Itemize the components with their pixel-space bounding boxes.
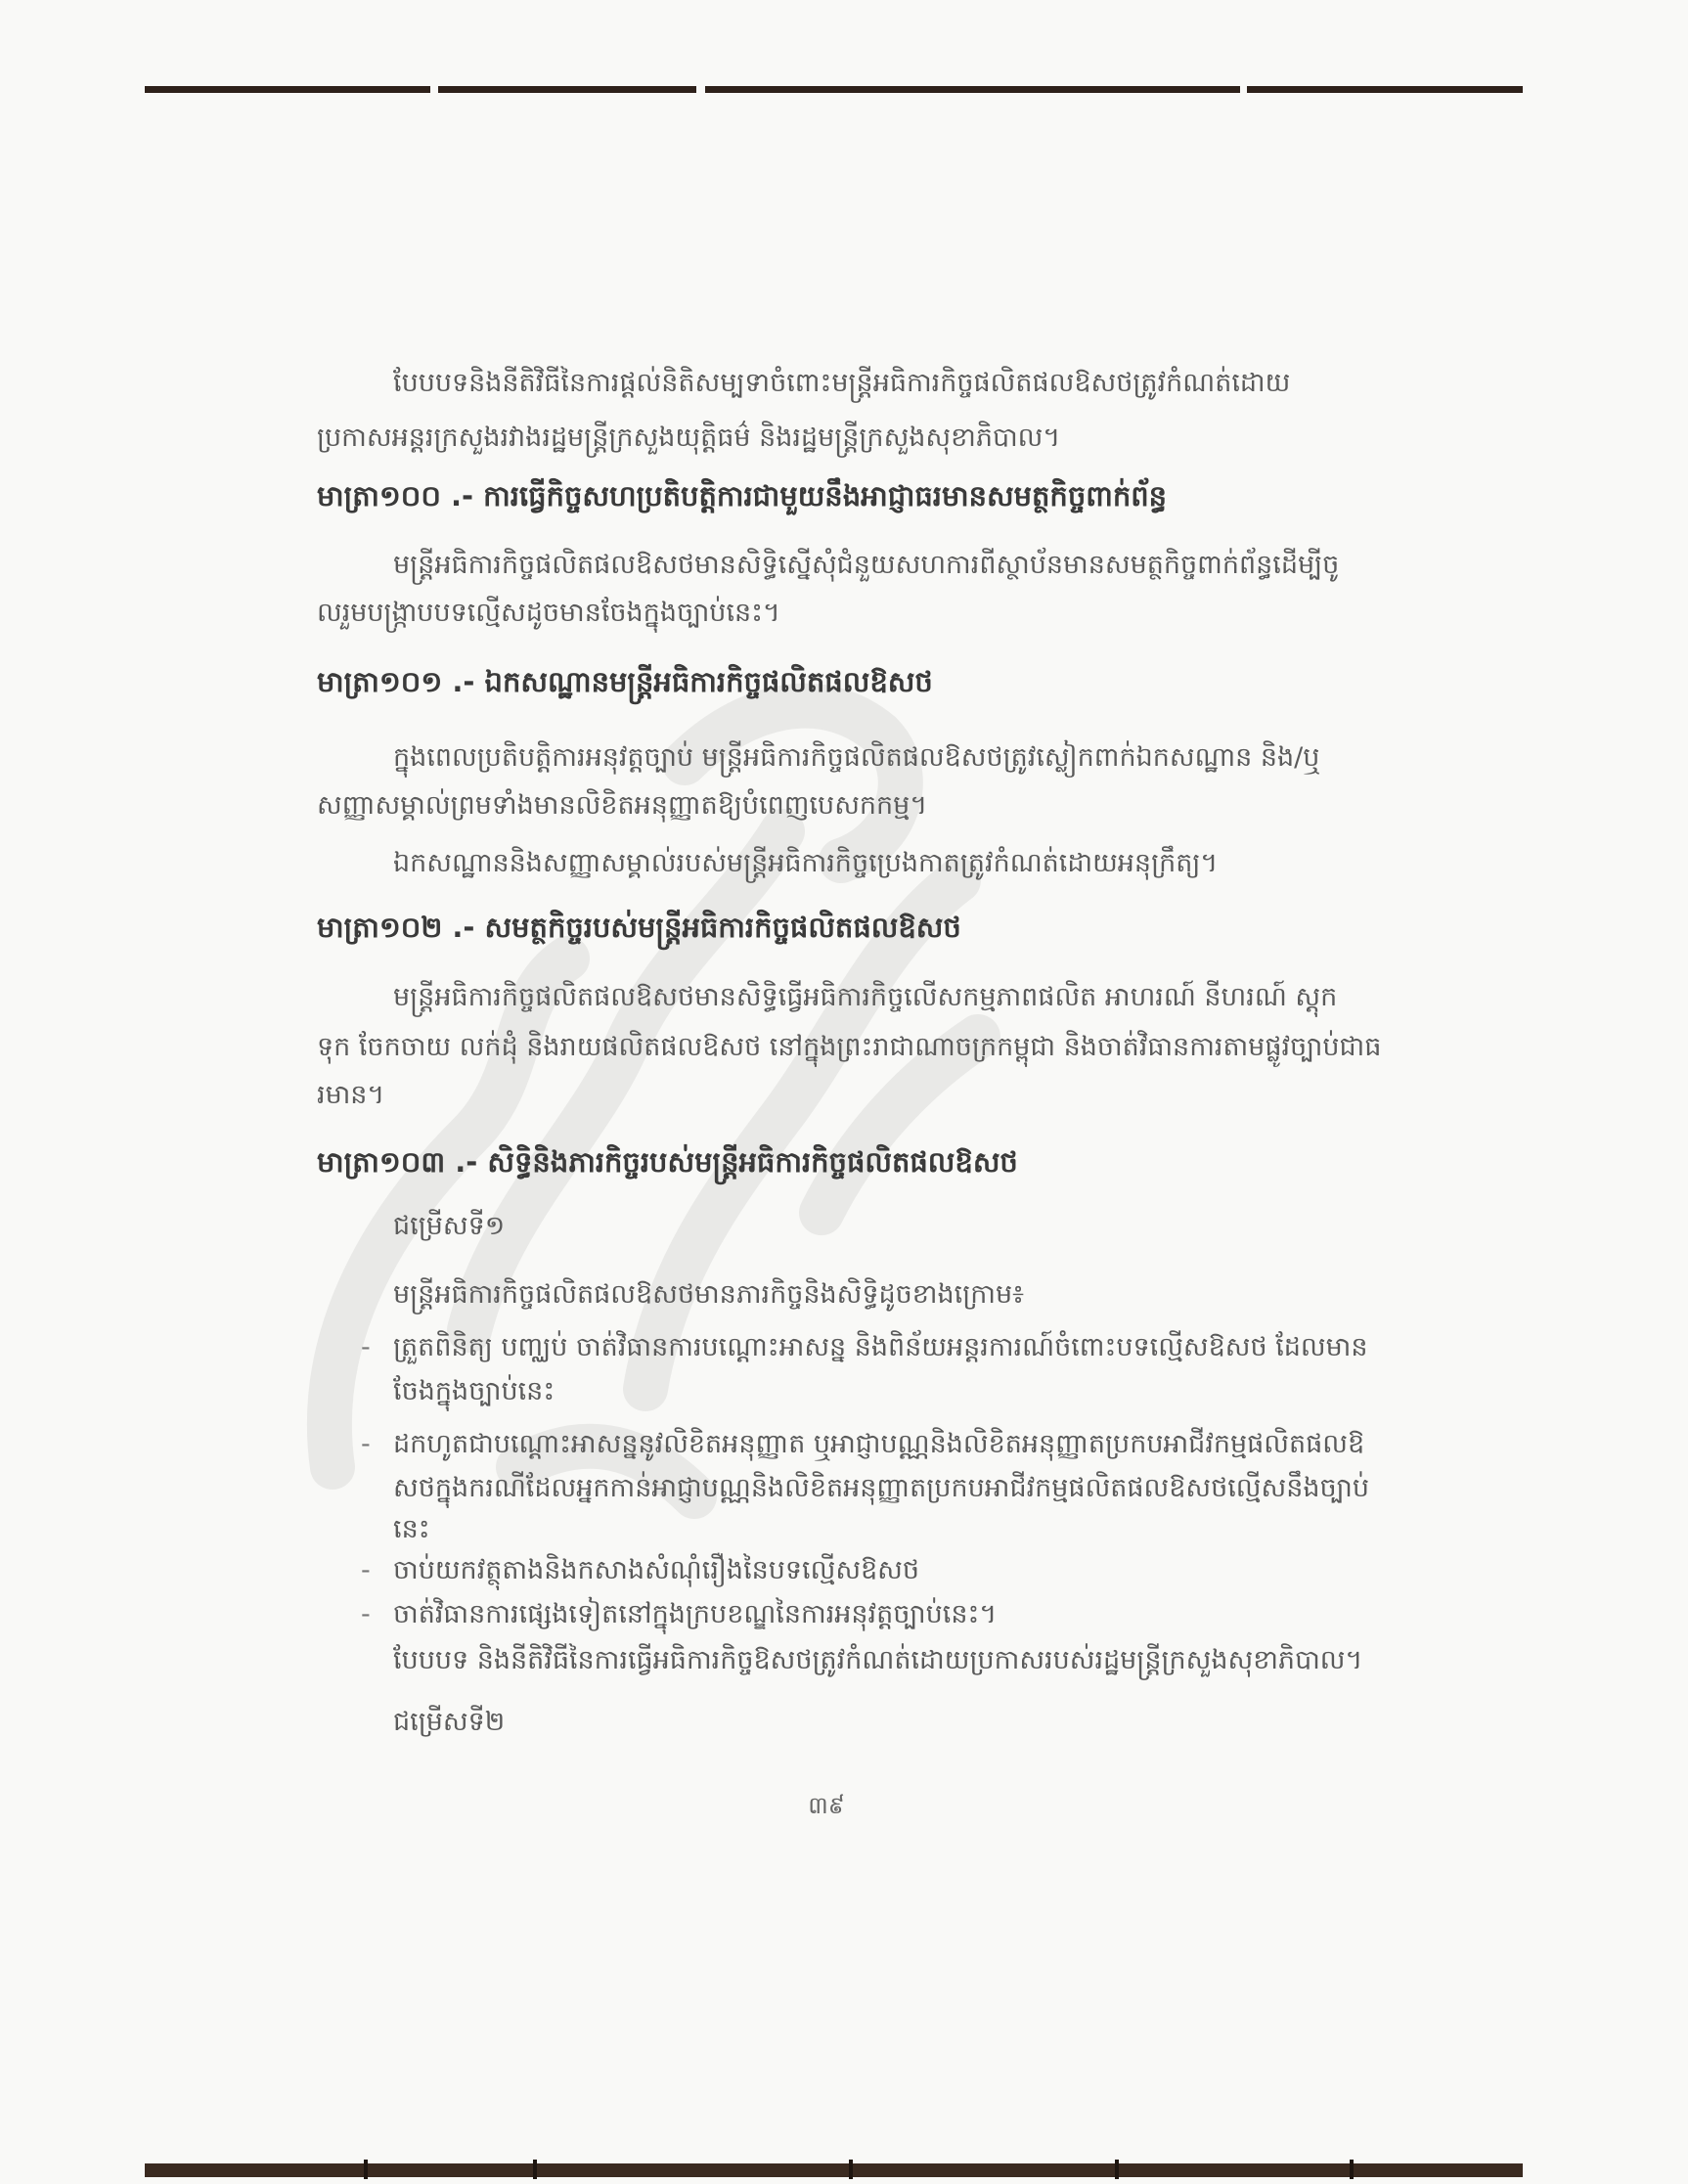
body-text-line: ទុក ចែកចាយ លក់ដុំ និងរាយផលិតផលឱសថ នៅក្នុងព្រះរាជាណាចក្រកម្ពុជា និងចាត់វិធានការតាមផ្លូវច្បាប់ជាធ xyxy=(317,1032,1382,1062)
list-item-continuation: សថក្នុងករណីដែលអ្នកកាន់អាជ្ញាបណ្ណនិងលិខិតអនុញ្ញាតប្រកបអាជីវកម្មផលិតផលឱសថល្មើសនឹងច្បាប់ xyxy=(393,1473,1369,1503)
list-item: ដកហូតជាបណ្ដោះអាសន្ននូវលិខិតអនុញ្ញាត ឬអាជ្ញាបណ្ណនិងលិខិតអនុញ្ញាតប្រកបអាជីវកម្មផលិតផលឱ xyxy=(393,1429,1365,1459)
option-1-label: ជម្រើសទី១ xyxy=(393,1211,506,1241)
closing-text: បែបបទ និងនីតិវិធីនៃការធ្វើអធិការកិច្ចឱសថត្រូវកំណត់ដោយប្រកាសរបស់រដ្ឋមន្ត្រីក្រសួងសុខាភិបាល។ xyxy=(393,1645,1363,1675)
body-text-line: ក្នុងពេលប្រតិបត្តិការអនុវត្តច្បាប់ មន្ត្រីអធិការកិច្ចផលិតផលឱសថត្រូវស្លៀកពាក់ឯកសណ្ឋាន និង/ឬ xyxy=(393,742,1320,773)
list-item: ចាត់វិធានការផ្សេងទៀតនៅក្នុងក្របខណ្ឌនៃការអនុវត្តច្បាប់នេះ។ xyxy=(393,1599,998,1629)
body-text-line: មន្ត្រីអធិការកិច្ចផលិតផលឱសថមានសិទ្ធិស្នើសុំជំនួយសហការពីស្ថាប័នមានសមត្ថកិច្ចពាក់ព័ន្ធដើម្បីចូ xyxy=(393,550,1340,580)
scan-edge-tick xyxy=(533,2160,537,2179)
list-item-continuation: នេះ xyxy=(393,1514,430,1544)
bullet-marker: - xyxy=(361,1332,371,1362)
scan-edge-top-1 xyxy=(145,86,430,93)
list-item: ចាប់យកវត្ថុតាងនិងកសាងសំណុំរឿងនៃបទល្មើសឱសថ xyxy=(393,1555,920,1585)
bullet-marker: - xyxy=(361,1429,371,1459)
scan-edge-top-3 xyxy=(705,86,1240,93)
bullet-marker: - xyxy=(361,1599,371,1629)
scan-edge-tick xyxy=(1350,2160,1354,2179)
body-text-line: មន្ត្រីអធិការកិច្ចផលិតផលឱសថមានសិទ្ធិធ្វើអធិការកិច្ចលើសកម្មភាពផលិត អាហរណ៍ នីហរណ៍ ស្តុក xyxy=(393,982,1338,1012)
body-text-line: ឯកសណ្ឋាននិងសញ្ញាសម្គាល់របស់មន្ត្រីអធិការកិច្ចប្រេងកាតត្រូវកំណត់ដោយអនុក្រឹត្យ។ xyxy=(393,848,1219,878)
scan-edge-top-2 xyxy=(438,86,696,93)
body-text-line: សញ្ញាសម្គាល់ព្រមទាំងមានលិខិតអនុញ្ញាតឱ្យបំពេញបេសកកម្ម។ xyxy=(317,790,928,821)
scan-edge-tick xyxy=(1115,2160,1119,2179)
scan-edge-tick xyxy=(849,2160,853,2179)
scan-edge-bottom xyxy=(145,2163,1523,2177)
body-text-line: រមាន។ xyxy=(317,1080,385,1110)
page-number: ៣៩ xyxy=(808,1792,845,1819)
article-101-heading: មាត្រា១០១ .- ឯកសណ្ឋានមន្ត្រីអធិការកិច្ចផលិតផលឱសថ xyxy=(317,665,933,698)
list-item-continuation: ចែងក្នុងច្បាប់នេះ xyxy=(393,1376,555,1406)
option-2-label: ជម្រើសទី២ xyxy=(393,1707,506,1737)
article-103-heading: មាត្រា១០៣ .- សិទ្ធិនិងភារកិច្ចរបស់មន្ត្រីអធិការកិច្ចផលិតផលឱសថ xyxy=(317,1145,1018,1179)
list-item: ត្រួតពិនិត្យ បញ្ឈប់ ចាត់វិធានការបណ្ដោះអាសន្ន និងពិន័យអន្តរការណ៍ចំពោះបទល្មើសឱសថ ដែលមាន xyxy=(393,1332,1368,1362)
bullet-marker: - xyxy=(361,1555,371,1585)
list-intro: មន្ត្រីអធិការកិច្ចផលិតផលឱសថមានភារកិច្ចនិងសិទ្ធិដូចខាងក្រោម៖ xyxy=(393,1279,1024,1310)
article-102-heading: មាត្រា១០២ .- សមត្ថកិច្ចរបស់មន្ត្រីអធិការកិច្ចផលិតផលឱសថ xyxy=(317,911,961,944)
scan-edge-top-4 xyxy=(1247,86,1523,93)
scan-edge-tick xyxy=(364,2160,368,2179)
body-text-line: ប្រកាសអន្តរក្រសួងរវាងរដ្ឋមន្ត្រីក្រសួងយុត្តិធម៌ និងរដ្ឋមន្ត្រីក្រសួងសុខាភិបាល។ xyxy=(317,423,1061,453)
body-text-line: លរួមបង្ក្រាបបទល្មើសដូចមានចែងក្នុងច្បាប់នេះ។ xyxy=(317,598,780,628)
body-text-line: បែបបទនិងនីតិវិធីនៃការផ្ដល់និតិសម្បទាចំពោះមន្ត្រីអធិការកិច្ចផលិតផលឱសថត្រូវកំណត់ដោយ xyxy=(393,368,1291,398)
article-100-heading: មាត្រា១០០ .- ការធ្វើកិច្ចសហប្រតិបត្តិការជាមួយនឹងអាជ្ញាធរមានសមត្ថកិច្ចពាក់ព័ន្ធ xyxy=(317,479,1168,513)
